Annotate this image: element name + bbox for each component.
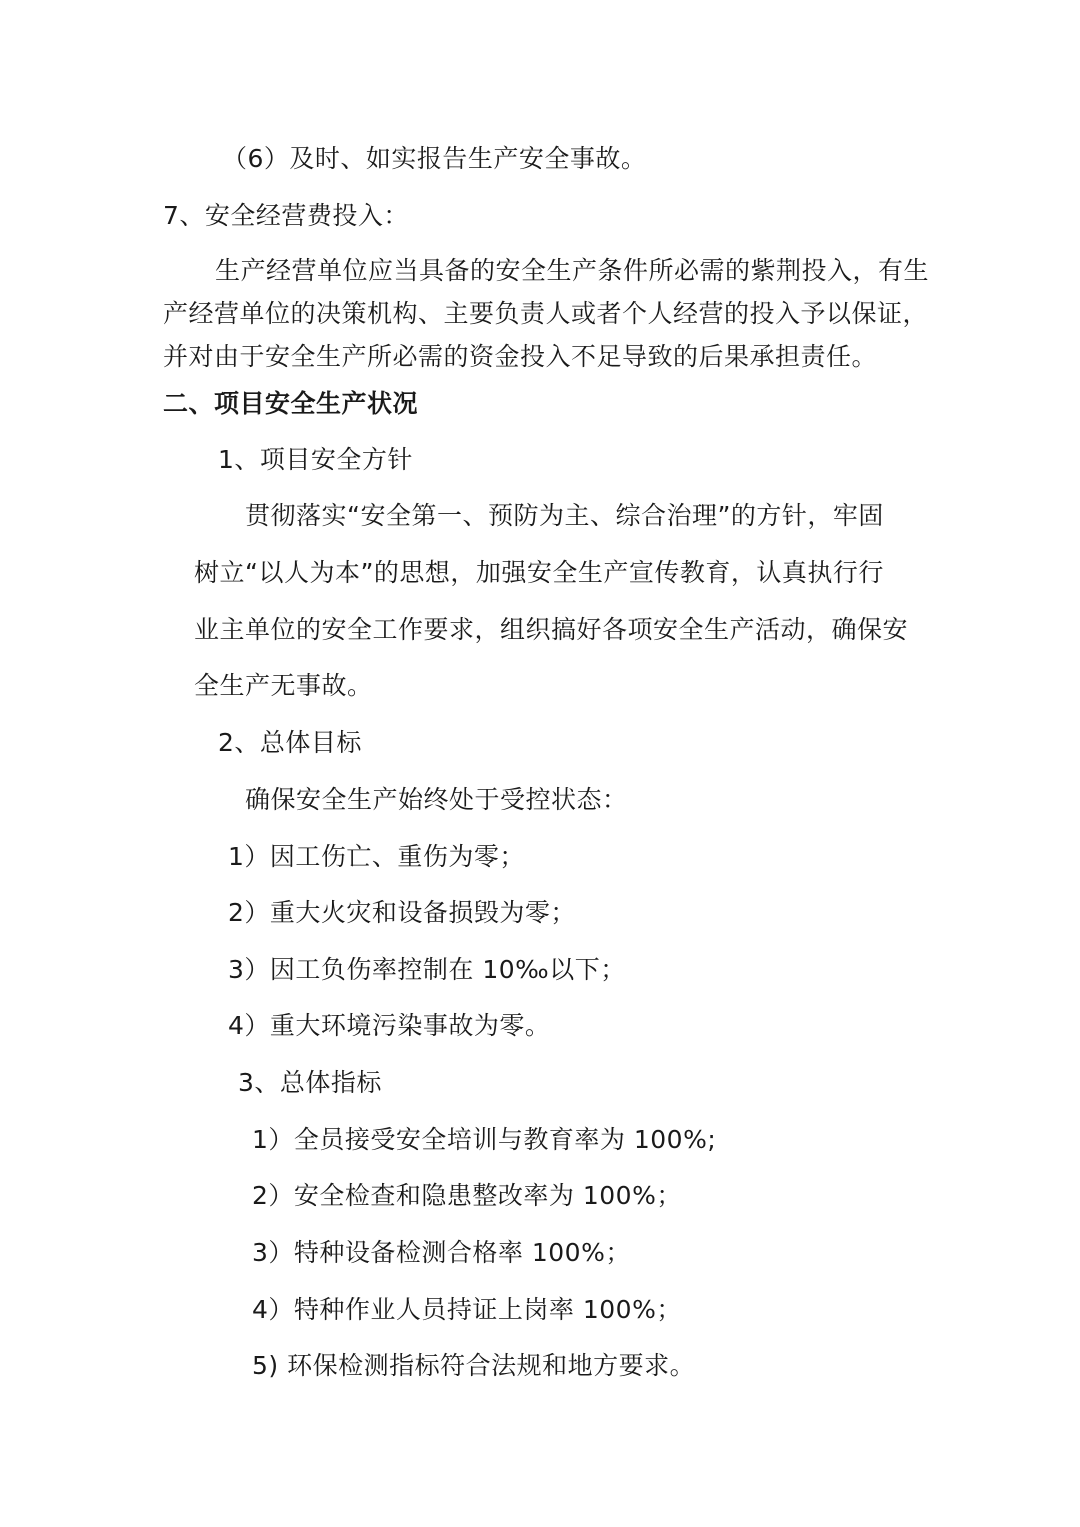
chapter-heading: 二、项目安全生产状况 [163, 389, 419, 418]
section-heading: 7、安全经营费投入： [163, 201, 409, 230]
text-line: 确保安全生产始终处于受控状态： [245, 785, 628, 814]
list-item: 2）安全检查和隐患整改率为 100%； [252, 1181, 682, 1210]
list-item: 3）特种设备检测合格率 100%； [252, 1238, 631, 1267]
subsection-heading: 2、总体目标 [218, 728, 362, 757]
text-line: （6）及时、如实报告生产安全事故。 [222, 144, 647, 173]
paragraph-line: 全生产无事故。 [194, 671, 373, 700]
list-item: 4）特种作业人员持证上岗率 100%； [252, 1295, 682, 1324]
list-item: 3）因工负伤率控制在 10‰以下； [228, 955, 626, 984]
paragraph-line: 产经营单位的决策机构、主要负责人或者个人经营的投入予以保证， [163, 299, 929, 328]
list-item: 1）全员接受安全培训与教育率为 100%; [252, 1125, 717, 1154]
subsection-heading: 1、项目安全方针 [218, 445, 413, 474]
paragraph-line: 树立“以人为本”的思想，加强安全生产宣传教育，认真执行行 [194, 558, 884, 587]
paragraph-line: 并对由于安全生产所必需的资金投入不足导致的后果承担责任。 [163, 342, 878, 371]
list-item: 1）因工伤亡、重伤为零； [228, 842, 525, 871]
list-item: 4）重大环境污染事故为零。 [228, 1011, 551, 1040]
list-item: 2）重大火灾和设备损毁为零； [228, 898, 576, 927]
paragraph-line: 贯彻落实“安全第一、预防为主、综合治理”的方针，牢固 [245, 501, 884, 530]
list-item: 5) 环保检测指标符合法规和地方要求。 [252, 1351, 696, 1380]
paragraph-line: 生产经营单位应当具备的安全生产条件所必需的紫荆投入，有生 [215, 256, 930, 285]
paragraph-line: 业主单位的安全工作要求，组织搞好各项安全生产活动，确保安 [194, 615, 909, 644]
subsection-heading: 3、总体指标 [238, 1068, 382, 1097]
